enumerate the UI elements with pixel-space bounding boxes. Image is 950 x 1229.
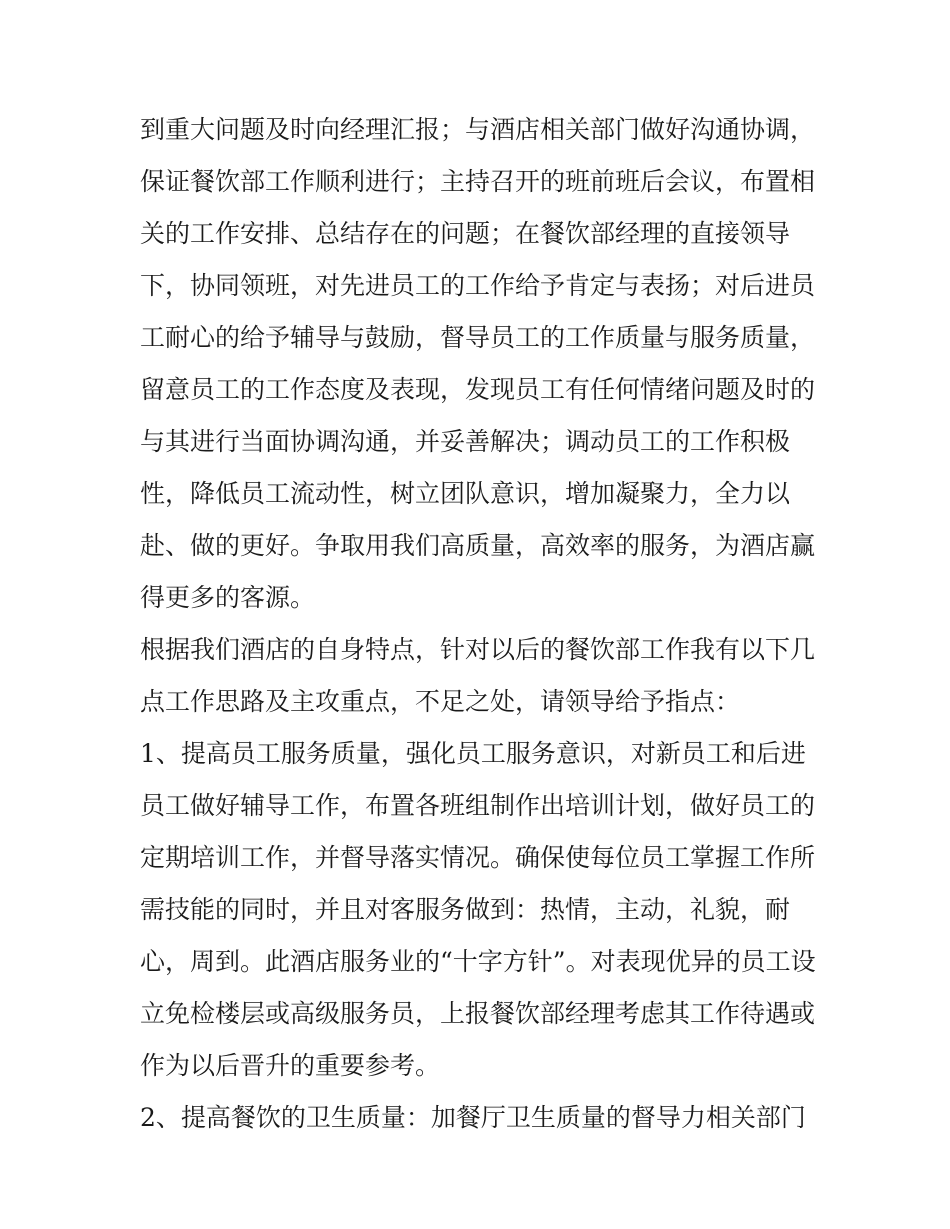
text-line: 保证餐饮部工作顺利进行；主持召开的班前班后会议，布置相 bbox=[140, 167, 816, 196]
paragraph-intro bbox=[140, 624, 820, 728]
text-line: 点工作思路及主攻重点，不足之处，请领导给予指点： bbox=[140, 687, 741, 716]
text-line: 赴、做的更好。争取用我们高质量，高效率的服务，为酒店赢 bbox=[140, 531, 816, 560]
text-line: 定期培训工作，并督导落实情况。确保使每位员工掌握工作所 bbox=[140, 843, 816, 872]
text-line: 下，协同领班，对先进员工的工作给予肯定与表扬；对后进员 bbox=[140, 271, 816, 300]
text-line: 得更多的客源。 bbox=[140, 583, 316, 612]
text-line: 根据我们酒店的自身特点，针对以后的餐饮部工作我有以下几 bbox=[140, 635, 816, 664]
text-line: 作为以后晋升的重要参考。 bbox=[140, 1051, 441, 1080]
text-line: 立免检楼层或高级服务员，上报餐饮部经理考虑其工作待遇或 bbox=[140, 999, 816, 1028]
paragraph-item-2 bbox=[140, 1092, 820, 1144]
text-line: 到重大问题及时向经理汇报；与酒店相关部门做好沟通协调， bbox=[140, 115, 816, 144]
text-line: 工耐心的给予辅导与鼓励，督导员工的工作质量与服务质量， bbox=[140, 323, 816, 352]
text-line: 性，降低员工流动性，树立团队意识，增加凝聚力，全力以 bbox=[140, 479, 791, 508]
text-line: 2、提高餐饮的卫生质量：加餐厅卫生质量的督导力相关部门 bbox=[140, 1103, 806, 1132]
text-line: 关的工作安排、总结存在的问题；在餐饮部经理的直接领导 bbox=[140, 219, 791, 248]
text-line: 心，周到。此酒店服务业的“十字方针”。对表现优异的员工设 bbox=[140, 947, 816, 976]
text-line: 与其进行当面协调沟通，并妥善解决；调动员工的工作积极 bbox=[140, 427, 791, 456]
text-line: 1、提高员工服务质量，强化员工服务意识，对新员工和后进 bbox=[140, 739, 806, 768]
text-line: 需技能的同时，并且对客服务做到：热情，主动，礼貌，耐 bbox=[140, 895, 791, 924]
paragraph-duties bbox=[140, 104, 820, 624]
paragraph-item-1 bbox=[140, 728, 820, 1092]
text-line: 员工做好辅导工作，布置各班组制作出培训计划，做好员工的 bbox=[140, 791, 816, 820]
document-body bbox=[140, 104, 820, 1144]
text-line: 留意员工的工作态度及表现，发现员工有任何情绪问题及时的 bbox=[140, 375, 816, 404]
